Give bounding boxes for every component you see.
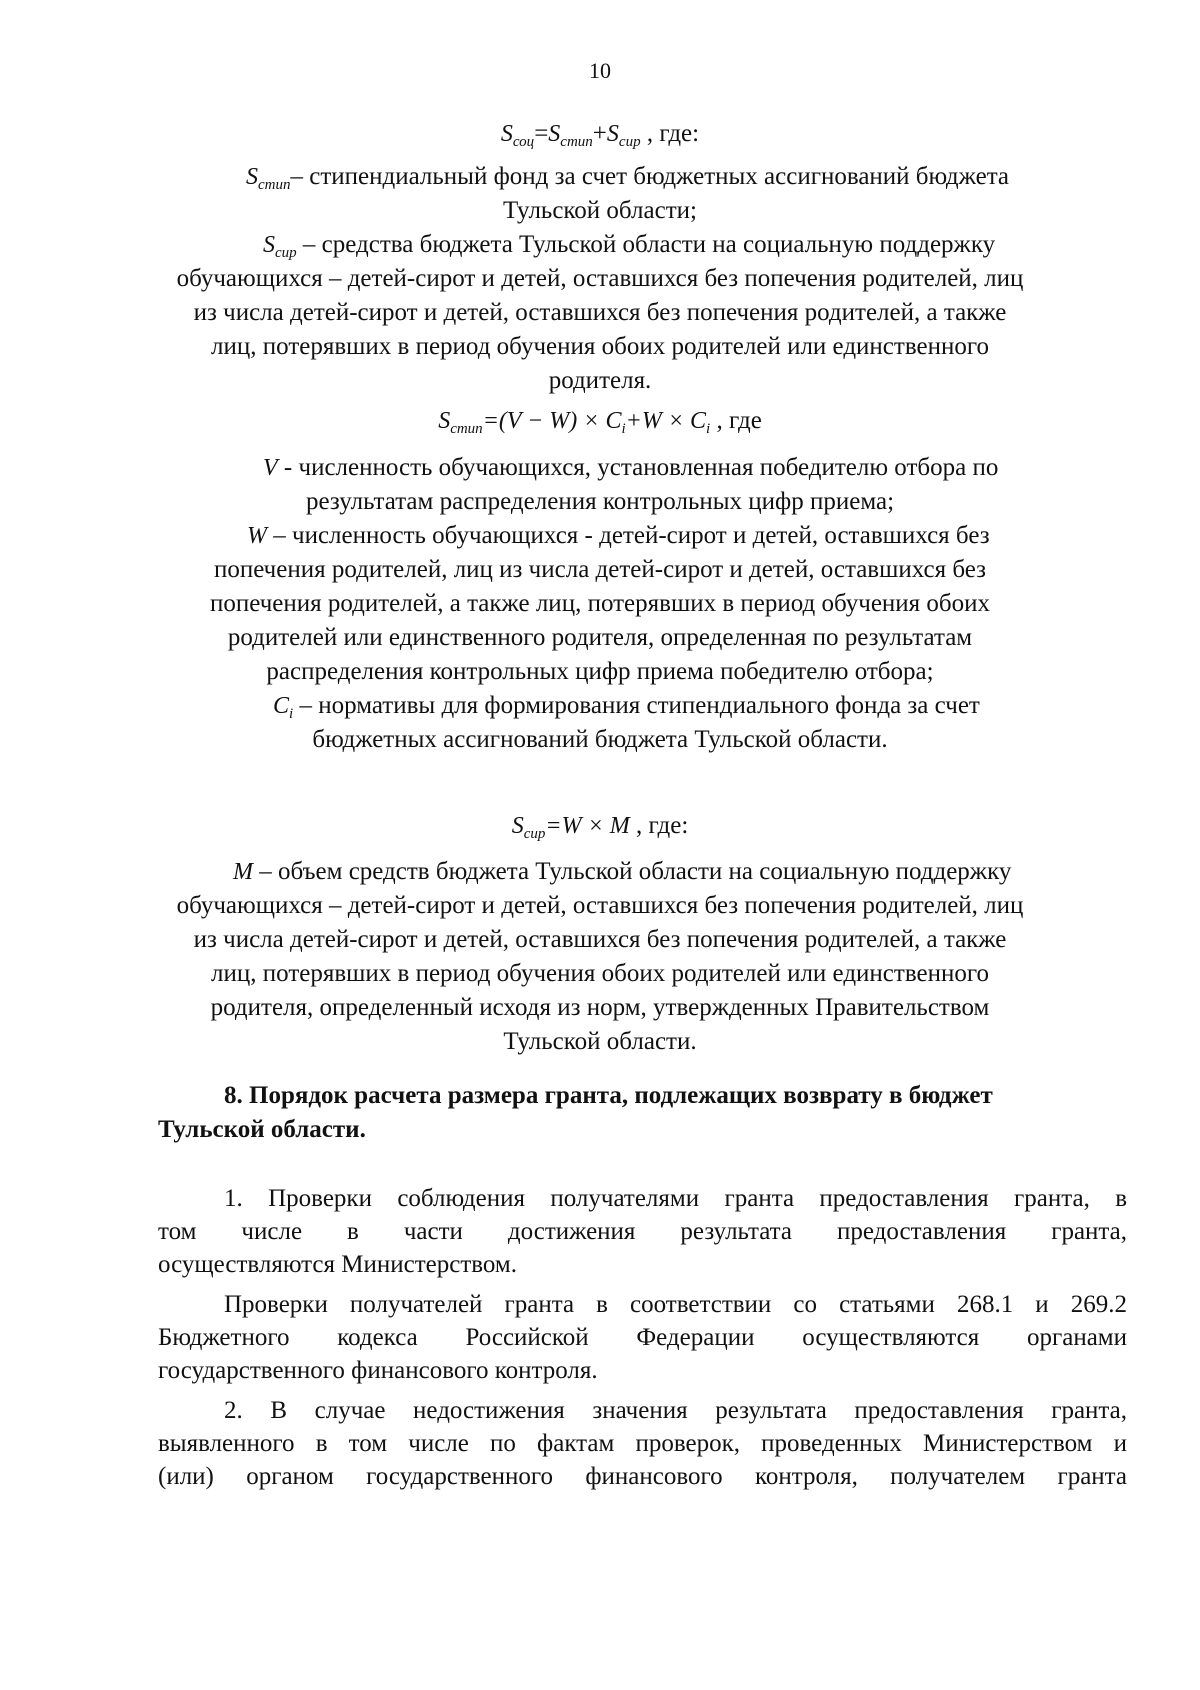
def-m-line-1: M – объем средств бюджета Тульской области на социальную поддержку bbox=[233, 858, 1012, 885]
p3-line-2: выявленного в том числе по фактам проверок, проведенных Министерством и bbox=[158, 1430, 1127, 1457]
p2-line-1: Проверки получателей гранта в соответствии со статьями 268.1 и 269.2 bbox=[224, 1291, 1127, 1318]
def-w-line-1: W – численность обучающихся - детей-сирот и детей, оставшихся без bbox=[247, 522, 990, 549]
page-number: 10 bbox=[589, 58, 611, 83]
def-sir-line-1: $S_{сир}$ – средства бюджета Тульской области на социальную поддержку bbox=[263, 231, 996, 261]
def-v-line-1: V - численность обучающихся, установленная победителю отбора по bbox=[263, 454, 999, 481]
p3-line-1: 2. В случае недостижения значения результата предоставления гранта, bbox=[224, 1397, 1127, 1424]
section-8-heading-line-1: 8. Порядок расчета размера гранта, подлежащих возврату в бюджет bbox=[224, 1082, 993, 1109]
def-m-line-5: родителя, определенный исходя из норм, утвержденных Правительством bbox=[210, 994, 990, 1021]
def-m-line-6: Тульской области. bbox=[503, 1028, 697, 1055]
def-m-line-3: из числа детей-сирот и детей, оставшихся без попечения родителей, а также bbox=[193, 926, 1007, 953]
def-sir-line-4: лиц, потерявших в период обучения обоих родителей или единственного bbox=[211, 333, 989, 360]
def-m-line-2: обучающихся – детей-сирот и детей, оставшихся без попечения родителей, лиц bbox=[176, 892, 1024, 919]
p1-line-2: том числе в части достижения результата предоставления гранта, bbox=[158, 1218, 1127, 1245]
def-w-line-3: попечения родителей, а также лиц, потерявших в период обучения обоих bbox=[209, 590, 991, 617]
def-w-line-4: родителей или единственного родителя, определенная по результатам bbox=[227, 624, 973, 651]
p1-line-3: осуществляются Министерством. bbox=[158, 1251, 517, 1278]
def-stip-line-1: $S_{стип}-$ стипендиальный фонд за счет бюджетных ассигнований бюджета bbox=[246, 163, 1010, 193]
def-w-line-5: распределения контрольных цифр приема победителю отбора; bbox=[266, 658, 934, 685]
def-c-line-2: бюджетных ассигнований бюджета Тульской области. bbox=[312, 726, 888, 753]
formula-s-soc: $S_{соц}=S_{стип}+S_{сир}$ , где: bbox=[500, 120, 700, 150]
formula-s-sir: $S_{сир}=W \times M$ , где: bbox=[511, 812, 689, 842]
def-stip-line-2: Тульской области; bbox=[503, 197, 697, 224]
section-8-heading-line-2: Тульской области. bbox=[158, 1116, 366, 1143]
p1-line-1: 1. Проверки соблюдения получателями гранта предоставления гранта, в bbox=[224, 1185, 1127, 1212]
def-sir-line-2: обучающихся – детей-сирот и детей, оставшихся без попечения родителей, лиц bbox=[176, 265, 1024, 292]
formula-s-stip: $S_{стип}=(V - W) \times C_i+W \times C_i$ , где bbox=[438, 407, 762, 437]
p3-line-3: (или) органом государственного финансового контроля, получателем гранта bbox=[158, 1463, 1127, 1490]
def-c-line-1: $C_i$ – нормативы для формирования стипендиального фонда за счет bbox=[273, 692, 980, 722]
def-v-line-2: результатам распределения контрольных цифр приема; bbox=[305, 488, 895, 515]
def-sir-line-3: из числа детей-сирот и детей, оставшихся без попечения родителей, а также bbox=[193, 299, 1007, 326]
p2-line-2: Бюджетного кодекса Российской Федерации осуществляются органами bbox=[158, 1324, 1127, 1351]
def-sir-line-5: родителя. bbox=[548, 367, 652, 394]
def-w-line-2: попечения родителей, лиц из числа детей-сирот и детей, оставшихся без bbox=[213, 556, 987, 583]
def-m-line-4: лиц, потерявших в период обучения обоих родителей или единственного bbox=[211, 960, 989, 987]
p2-line-3: государственного финансового контроля. bbox=[158, 1357, 598, 1384]
